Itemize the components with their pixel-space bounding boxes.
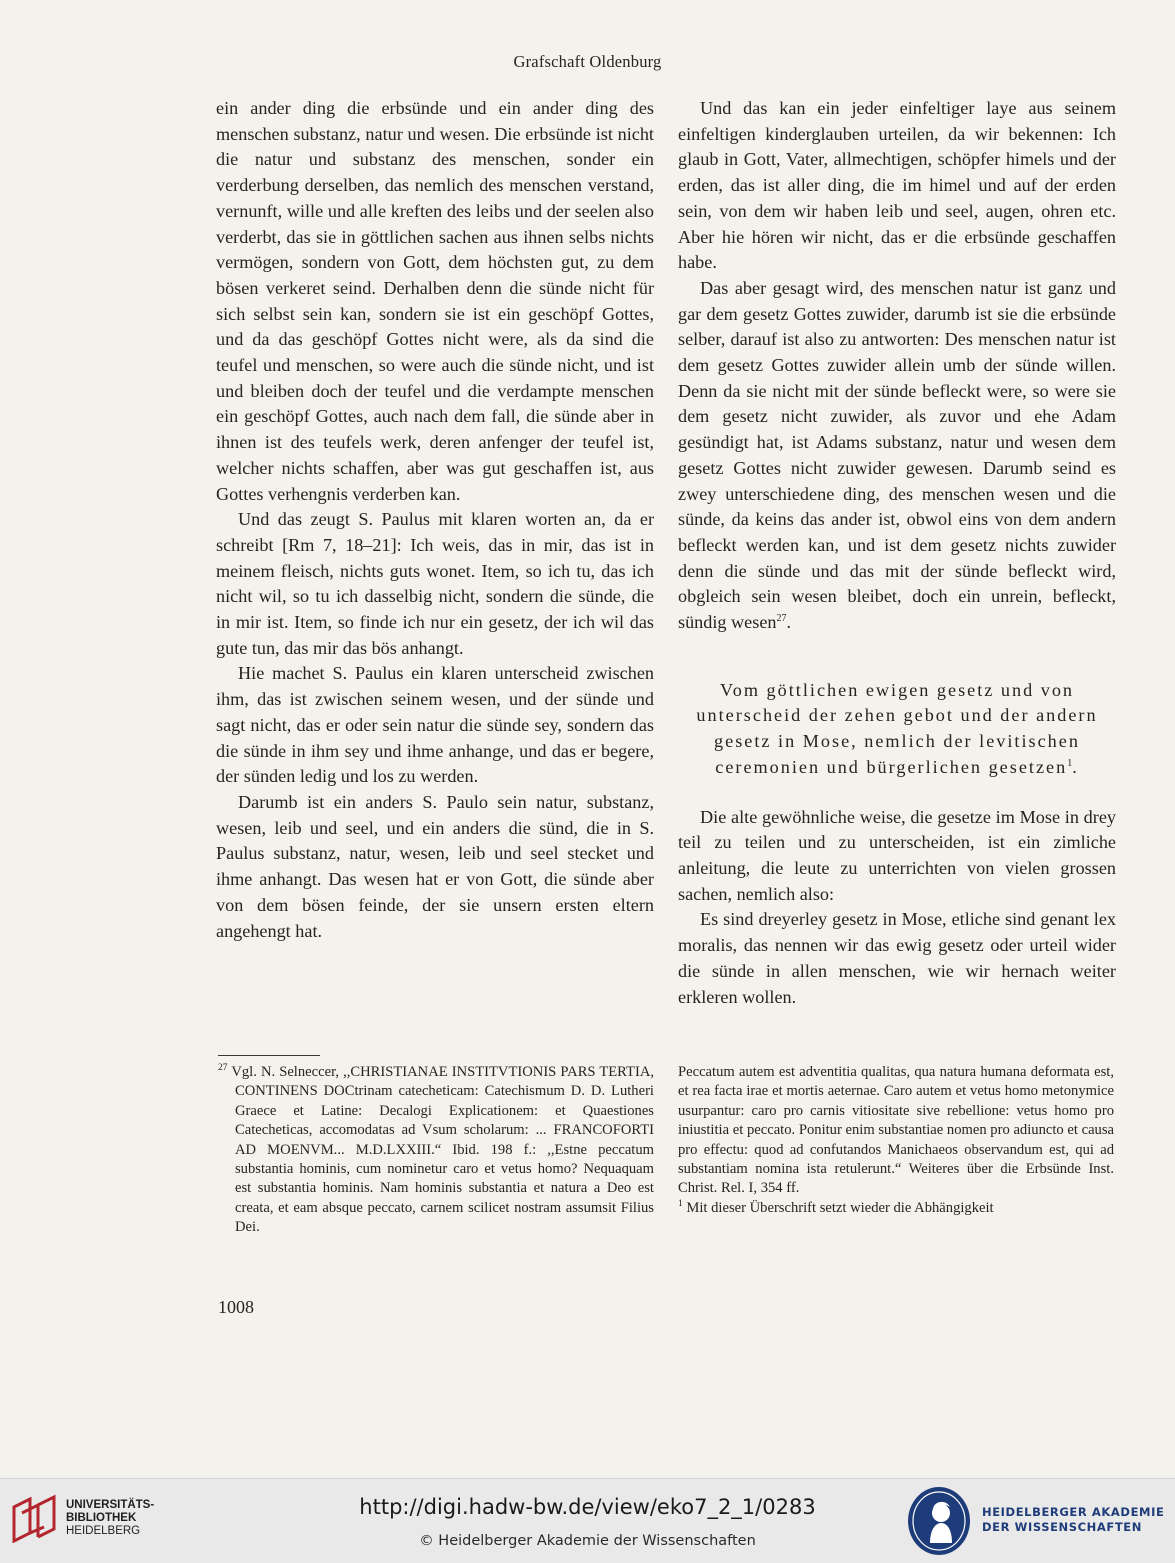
footnote-divider	[218, 1055, 320, 1056]
academy-name-line: DER WISSENSCHAFTEN	[982, 1520, 1142, 1534]
footnote-number: 27	[218, 1063, 228, 1074]
academy-seal-icon[interactable]	[906, 1485, 972, 1557]
footnote-27-continued: Peccatum autem est adventitia qualitas, qua natura humana deformata est, et rea facta irae et mortis aeternae. Caro autem et vetus homo metonymice usurpantur: caro pro carnis vitiositate sive rebellione: vetus homo pro iniustitia et peccato. Ponitur enim substantiae nomen pro adiuncto et causa pro effectu: quod ad confutandos Manichaeos observandum est, qui ad substantiam nomina ista retulerunt.“ Weiteres über die Erbsünde Inst. Christ. Rel. I, 354 ff.	[678, 1064, 1114, 1197]
permalink-url[interactable]: http://digi.hadw-bw.de/view/eko7_2_1/0283	[359, 1495, 816, 1519]
copyright-notice: © Heidelberger Akademie der Wissenschaften	[419, 1533, 756, 1549]
library-city-line: HEIDELBERG	[66, 1525, 141, 1537]
body-paragraph: Es sind dreyerley gesetz in Mose, etliche sind genant lex moralis, das nennen wir das ewig gesetz oder urteil wider die sünde in allen menschen, wie wir hernach weiter erkleren wollen.	[678, 909, 1116, 1007]
footnote-number: 1	[678, 1198, 683, 1209]
body-paragraph: Hie machet S. Paulus ein klaren unterscheid zwischen ihm, das ist zwischen seinem wesen, und der sünde und sagt nicht, das er oder sein natur die sünde sey, sondern das die sünde in ihm sey und ihme anhange, und das er begere, der sünden ledig und los zu werden.	[216, 663, 654, 787]
footnote-1	[678, 1199, 1114, 1218]
footnotes-right	[678, 1063, 1114, 1218]
footnote-ref-27[interactable]: 27	[776, 613, 787, 624]
body-paragraph: Darumb ist ein anders S. Paulo sein natur, substanz, wesen, leib und seel, und ein anders die sünd, die in S. Paulus substanz, natur, wesen, leib und seel stecket und ihme anhangt. Das wesen hat er von Gott, die sünde aber von dem bösen feinde, der sie unsern ersten eltern angehengt hat.	[216, 791, 654, 941]
paragraph-text: Das aber gesagt wird, des menschen natur ist ganz und gar dem gesetz Gottes zuwider, darumb ist sie die erbsünde selber, darauf ist also zu antworten: Des menschen natur ist dem gesetz Gottes zuwider allein umb der sünde willen. Denn da sie nicht mit der sünde befleckt were, so were sie dem gesetz nicht zuwider, als zuvor und ehe Adam gesündigt hat, ist Adams substanz, natur und wesen dem gesetz Gottes nicht zuwider gewesen. Darumb seind es zwey unterschiedene ding, des menschen wesen und die sünde, da keins das ander ist, obwol eins von dem andern befleckt werden kan, und ist dem gesetz nichts zuwider denn die sünde und das mit der sünde befleckt wird, obgleich sein wesen bleibet, doch ein unrein, befleckt, sündig wesen	[678, 277, 1116, 633]
academy-label	[982, 1505, 1164, 1535]
footnotes-left	[218, 1063, 654, 1238]
footnote-ref-1[interactable]: 1	[1067, 757, 1073, 769]
page-number: 1008	[218, 1297, 254, 1317]
running-head: Grafschaft Oldenburg	[513, 52, 662, 71]
library-name-line: UNIVERSITÄTS-	[66, 1499, 155, 1511]
body-paragraph: ein ander ding die erbsünde und ein ander ding des menschen substanz, natur und wesen. Die erbsünde ist nicht die natur und substanz des menschen, sonder ein verderbung derselben, das nemlich des menschen verstand, vernunft, wille und alle kreften des leibs und der seelen also verderbt, das sie in göttlichen sachen aus ihnen selbs nichts vermögen, sondern von Gott, dem höchsten gut, zu dem bösen verkeret seind. Derhalben denn die sünde nicht für sich selbst sein kan, sondern sie ist ein geschöpf Gottes, und da das geschöpf Gottes nicht were, als da sind die teufel und menschen, so were auch die sünde nicht, und ist und bleiben doch der teufel und die verdampte menschen ein geschöpf Gottes, auch nach dem fall, die sünde aber in ihnen ist des teufels werk, deren anfenger der teufel ist, welcher nichts schaffen, aber was gut geschaffen ist, aus Gottes verhengnis verderben kan.	[216, 98, 654, 504]
left-text-column	[216, 96, 654, 944]
library-name-line: BIBLIOTHEK	[66, 1512, 137, 1524]
body-paragraph: Das aber gesagt wird, des menschen natur ist ganz und gar dem gesetz Gottes zuwider, darumb ist sie die erbsünde selber, darauf ist also zu antworten: Des menschen natur ist dem gesetz Gottes zuwider allein umb der sünde willen. Denn da sie nicht mit der sünde befleckt were, so were sie dem gesetz nicht zuwider, als zuvor und ehe Adam gesündigt hat, ist Adams substanz, natur und wesen dem gesetz Gottes nicht zuwider gewesen. Darumb seind es zwey unterschiedene ding, des menschen wesen und die sünde, da keins das ander ist, obwol eins von dem andern befleckt werden kan, und ist dem gesetz nichts zuwider denn die sünde und das mit der sünde befleckt wird, obgleich sein wesen bleibet, doch ein unrein, befleckt, sündig wesen$^{27}$.	[678, 277, 1116, 633]
footnote-27	[218, 1063, 654, 1238]
section-heading: Vom göttlichen ewigen gesetz und von unterscheid der zehen gebot und der andern gesetz in Mose, nemlich der levitischen ceremonien und bürgerlichen gesetzen$^1$.	[696, 679, 1098, 777]
body-paragraph: Die alte gewöhnliche weise, die gesetze im Mose in drey teil zu teilen und zu unterscheiden, ist ein zimliche anleitung, die leute zu unterrichten von vielen grossen sachen, nemlich also:	[678, 806, 1116, 904]
footer-bar	[0, 1478, 1175, 1563]
footnote-text: Mit dieser Überschrift setzt wieder die Abhängigkeit	[686, 1199, 994, 1216]
footnote-text: Vgl. N. Selneccer, ,,CHRISTIANAE INSTITVTIONIS PARS TERTIA, CONTINENS DOCtrinam catecheticam: Catechismum D. D. Lutheri Graece et Latine: Decalogi Explicationem: et Quaestiones Catecheticas, accomodatas ad Vsum scholarum: ... FRANCOFORTI AD MOENVM... M.D.LXXIII.“ Ibid. 198 f.: ,,Estne peccatum substantia hominis, cum nominetur caro et vetus homo? Nequaquam est substantia hominis. Nam hominis substantia et natura a Deo est creata, et eam absque peccato, carnem scilicet nostram assumsit Filius Dei.	[231, 1064, 655, 1236]
section-heading-text: Vom göttlichen ewigen gesetz und von unterscheid der zehen gebot und der andern gesetz in Mose, nemlich der levitischen ceremonien und bürgerlichen gesetzen	[696, 679, 1098, 777]
body-paragraph: Und das zeugt S. Paulus mit klaren worten an, da er schreibt [Rm 7, 18–21]: Ich weis, das in mir, das ist in meinem fleisch, nichts guts wonet. Item, so ich tu, das ich nicht wil, so tu ich dasselbig nicht, sondern die sünde, die in mir ist. Item, so finde ich nur ein gesetz, der ich wil das gute tun, das mir das bös anhangt.	[216, 509, 654, 658]
body-paragraph: Und das kan ein jeder einfeltiger laye aus seinem einfeltigen kinderglauben urteilen, da wir bekennen: Ich glaub in Gott, Vater, allmechtigen, schöpfer himels und der erden, das ist aller ding, die im himel und auf der erden sein, von dem wir haben leib und seel, augen, ohren etc. Aber hie hören wir nicht, das er die erbsünde geschaffen habe.	[678, 98, 1116, 273]
academy-name-line: HEIDELBERGER AKADEMIE	[982, 1505, 1165, 1519]
right-text-column	[678, 96, 1116, 1010]
